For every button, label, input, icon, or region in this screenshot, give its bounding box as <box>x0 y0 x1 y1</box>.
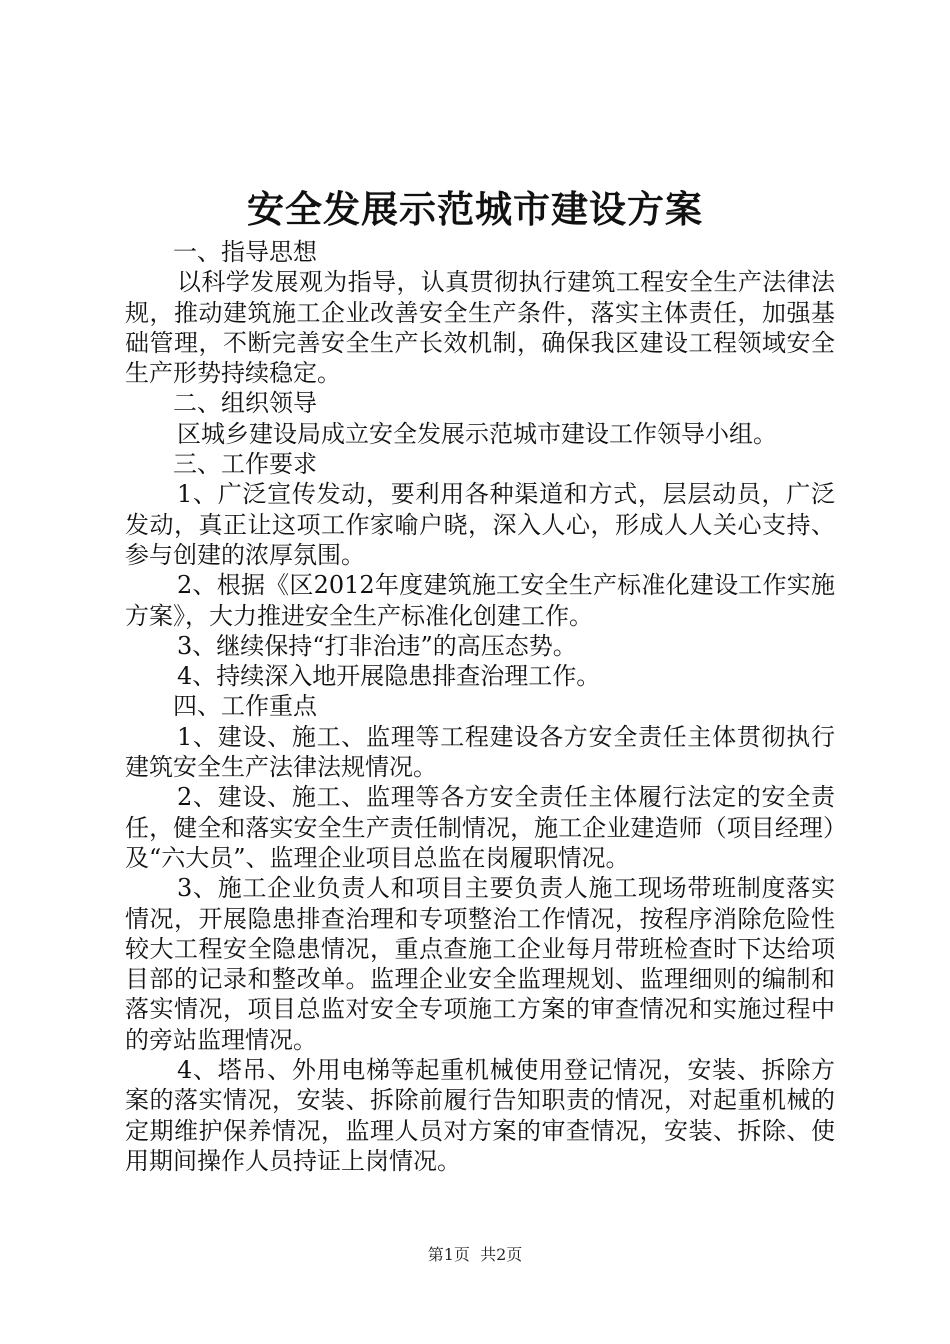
paragraph: 4、塔吊、外用电梯等起重机械使用登记情况，安装、拆除方案的落实情况，安装、拆除前履行告知职责的情况，对起重机械的定期维护保养情况，监理人员对方案的审查情况，安装、拆除、使用期间操作人员持证上岗情况。 <box>125 1056 835 1175</box>
page-number-current: 第1页 <box>427 1245 470 1264</box>
paragraph: 区城乡建设局成立安全发展示范城市建设工作领导小组。 <box>177 419 777 448</box>
paragraph: 4、持续深入地开展隐患排查治理工作。 <box>177 662 601 691</box>
paragraph: 1、建设、施工、监理等工程建设各方安全责任主体贯彻执行建筑安全生产法律法规情况。 <box>125 722 835 782</box>
section-heading: 四、工作重点 <box>173 692 317 721</box>
section-heading: 三、工作要求 <box>173 450 317 479</box>
section-heading: 一、指导思想 <box>173 238 317 266</box>
page-footer <box>0 1244 950 1266</box>
document-title: 安全发展示范城市建设方案 <box>247 187 703 231</box>
page-number-total: 共2页 <box>480 1245 523 1264</box>
paragraph: 3、继续保持“打非治违”的高压态势。 <box>177 631 577 660</box>
paragraph: 3、施工企业负责人和项目主要负责人施工现场带班制度落实情况，开展隐患排查治理和专项整治工作情况，按程序消除危险性较大工程安全隐患情况，重点查施工企业每月带班检查时下达给项目部的记录和整改单。监理企业安全监理规划、监理细则的编制和落实情况，项目总监对安全专项施工方案的审查情况和实施过程中的旁站监理情况。 <box>125 874 835 1054</box>
section-heading: 二、组织领导 <box>173 389 317 418</box>
paragraph: 以科学发展观为指导，认真贯彻执行建筑工程安全生产法律法规，推动建筑施工企业改善安全生产条件，落实主体责任，加强基础管理，不断完善安全生产长效机制，确保我区建设工程领域安全生产形势持续稳定。 <box>125 268 835 388</box>
paragraph: 2、建设、施工、监理等各方安全责任主体履行法定的安全责任，健全和落实安全生产责任制情况，施工企业建造师（项目经理）及“六大员”、监理企业项目总监在岗履职情况。 <box>125 783 835 872</box>
paragraph: 2、根据《区2012年度建筑施工安全生产标准化建设工作实施方案》，大力推进安全生产标准化创建工作。 <box>125 571 835 630</box>
paragraph: 1、广泛宣传发动，要利用各种渠道和方式，层层动员，广泛发动，真正让这项工作家喻户晓，深入人心，形成人人关心支持、参与创建的浓厚氛围。 <box>125 480 835 569</box>
document-body <box>125 237 835 1176</box>
